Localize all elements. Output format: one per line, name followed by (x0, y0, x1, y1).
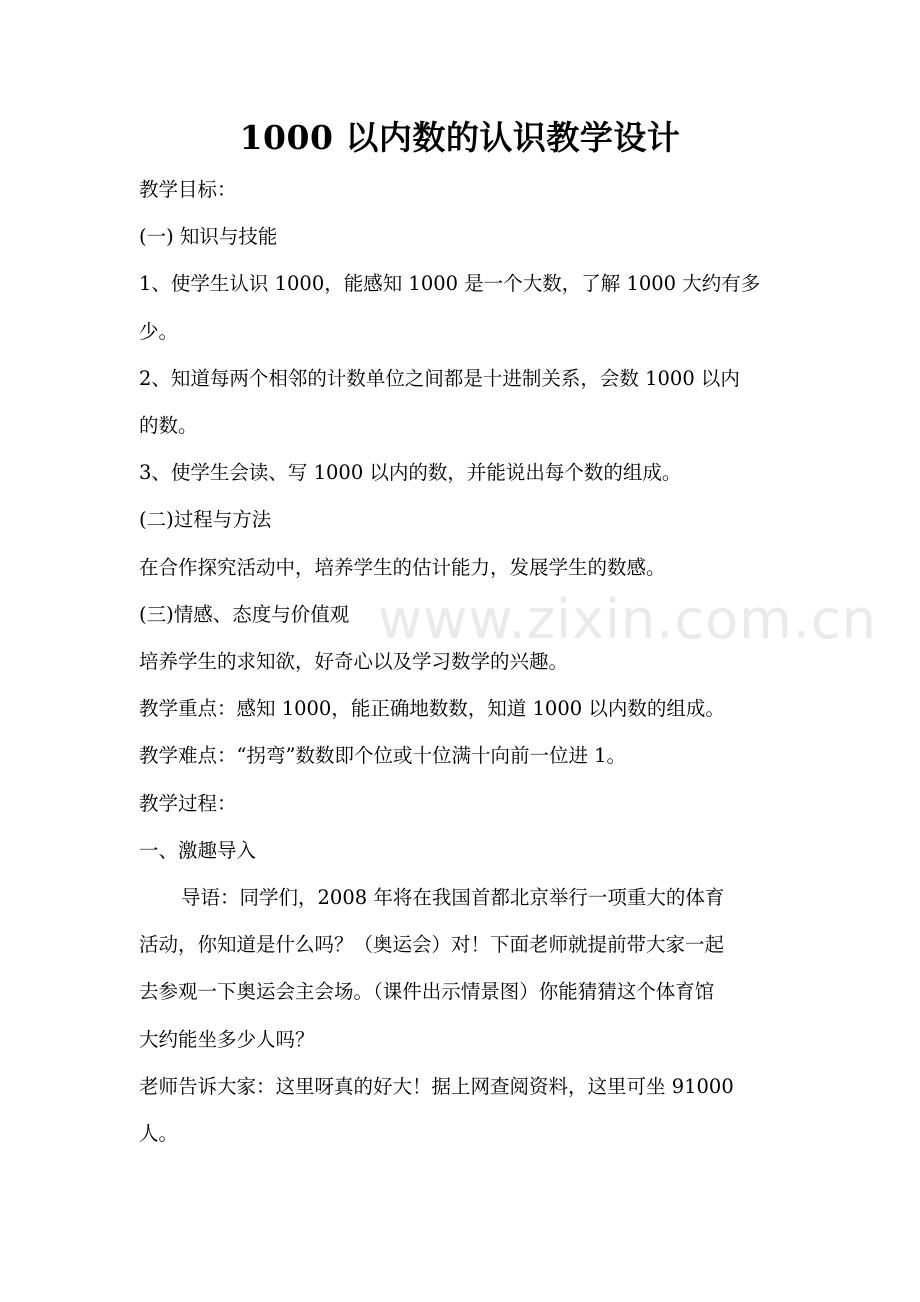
intro-line-1: 导语：同学们，2008 年将在我国首都北京举行一项重大的体育 (181, 886, 725, 910)
subsection-knowledge-skills: (一) 知识与技能 (139, 225, 278, 249)
objective-2-line-2: 的数。 (139, 414, 198, 438)
step-1-heading: 一、激趣导入 (139, 838, 257, 862)
teacher-line-1: 老师告诉大家：这里呀真的好大！据上网查阅资料，这里可坐 91000 (139, 1074, 734, 1098)
teacher-line-2: 人。 (139, 1122, 179, 1146)
document-body (139, 166, 784, 1157)
objective-3: 3、使学生会读、写 1000 以内的数，并能说出每个数的组成。 (139, 461, 682, 485)
section-heading-process: 教学过程： (139, 791, 237, 815)
teaching-focus: 教学重点：感知 1000，能正确地数数，知道 1000 以内数的组成。 (139, 697, 725, 721)
section-heading-objectives: 教学目标： (139, 178, 237, 201)
teaching-difficulty: 教学难点：“拐弯”数数即个位或十位满十向前一位进 1。 (139, 744, 627, 768)
watermark: www.zixin.com.cn (378, 588, 877, 651)
intro-line-3: 去参观一下奥运会主会场。（课件出示情景图）你能猜猜这个体育馆 (139, 980, 715, 1004)
document-title: 1000 以内数的认识教学设计 (239, 118, 681, 157)
subsection-process-methods: (二)过程与方法 (139, 508, 272, 532)
process-methods-text: 在合作探究活动中，培养学生的估计能力，发展学生的数感。 (139, 555, 666, 579)
intro-line-2: 活动，你知道是什么吗？（奥运会）对！下面老师就提前带大家一起 (139, 933, 725, 957)
objective-2-line-1: 2、知道每两个相邻的计数单位之间都是十进制关系，会数 1000 以内 (139, 366, 740, 390)
subsection-emotion-values: (三)情感、态度与价值观 (139, 602, 350, 626)
emotion-values-text: 培养学生的求知欲，好奇心以及学习数学的兴趣。 (139, 650, 569, 674)
objective-1-line-1: 1、使学生认识 1000，能感知 1000 是一个大数，了解 1000 大约有多 (139, 272, 761, 296)
objective-1-line-2: 少。 (139, 319, 179, 343)
intro-line-4: 大约能坐多少人吗？ (139, 1027, 315, 1051)
